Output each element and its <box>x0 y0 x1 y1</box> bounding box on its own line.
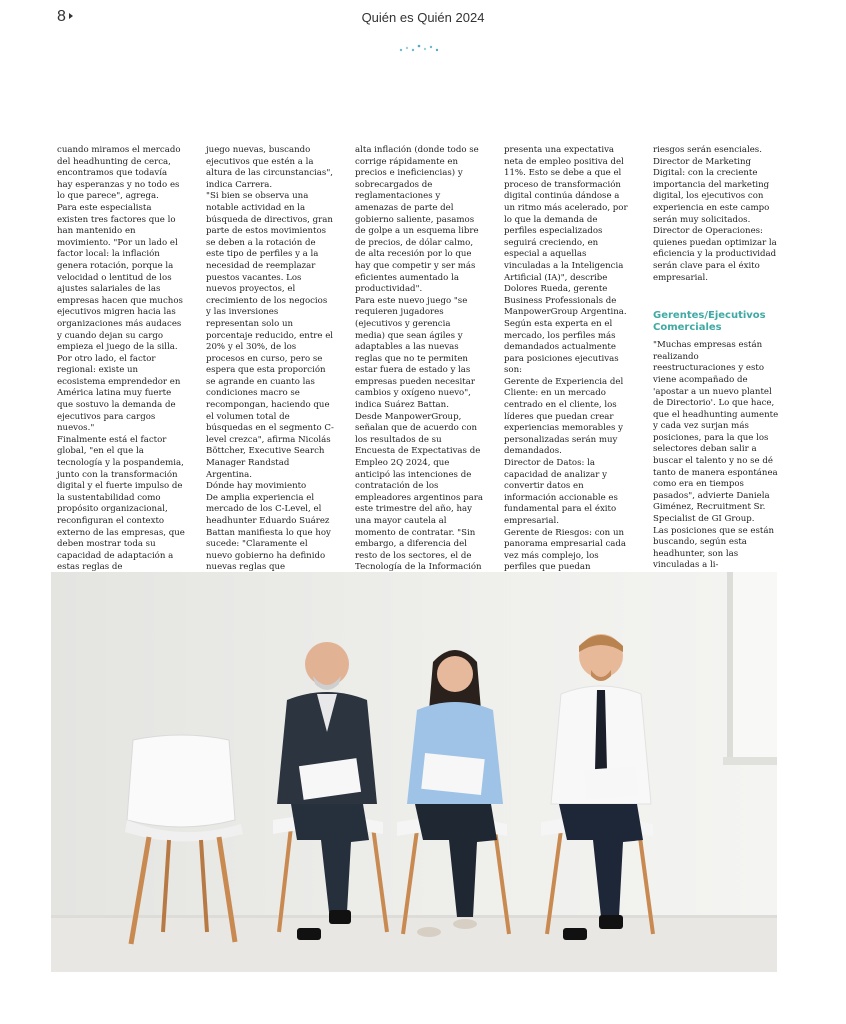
paragraph: Según esta experta en el mercado, los perfiles más demandados actualmente para posiciones ejecutivas son: <box>504 318 619 376</box>
paragraph: Las posiciones que se están buscando, según esta headhunter, son las vinculadas a li- <box>653 525 774 571</box>
paragraph: Desde ManpowerGroup, señalan que de acuerdo con los resultados de su Encuesta de Expectativas de Empleo 2Q 2024, que anticipó las intenciones de contratación de los empleadores argentinos para este trimestre del año, hay una mayor cautela al momento de contratar. "Sin embargo, a diferencia del resto de los sectores, el de Tecnología de la Información <box>355 411 483 573</box>
paragraph: De amplia experiencia el mercado de los C-Level, el headhunter Eduardo Suárez Battan manifiesta lo que hoy sucede: "Claramente el nuevo gobierno ha definido nuevas reglas que <box>206 492 331 573</box>
paragraph: Finalmente está el factor global, "en el que la tecnología y la pospandemia, junto con la transformación digital y el fuerte impulso de la sustentabilidad como propósito organizacional, reconfiguran el contexto externo de las empresas, que deben mostrar toda su capacidad de adaptación a estas reglas de <box>57 434 185 573</box>
article-column-3 <box>355 145 483 586</box>
paragraph: Gerente de Riesgos: con un panorama empresarial cada vez más complejo, los perfiles que puedan <box>504 527 627 573</box>
article-column-5 <box>653 145 781 572</box>
article-column-4 <box>504 145 632 586</box>
paragraph: Para este especialista existen tres factores que lo han mantenido en movimiento. "Por un lado el factor local: la inflación genera rotación, porque la velocidad o lentitud de los ajustes salariales de las empresas hacen que muchos ejecutivos migren hacia las organizaciones más audaces y cuando dejan su cargo empieza el juego de la silla. Por otro lado, el factor regional: existe un ecosistema emprendedor en América latina muy fuerte que sostuvo la demanda de ejecutivos para cargos nuevos." <box>57 202 183 434</box>
paragraph: cuando miramos el mercado del headhunting de cerca, encontramos que todavía hay esperanzas y no todo es lo que parece", agrega. <box>57 145 181 202</box>
section-subheading: Gerentes/Ejecutivos Comerciales <box>653 310 766 334</box>
article-column-2 <box>206 145 334 609</box>
inline-subhead: Dónde hay movimiento <box>206 481 307 492</box>
magazine-title: Quién es Quién 2024 <box>361 10 485 25</box>
article-column-1 <box>57 145 185 574</box>
paragraph: juego nuevas, buscando ejecutivos que estén a la altura de las circunstancias", indica Carrera. <box>206 145 334 190</box>
paragraph: Para este nuevo juego "se requieren jugadores (ejecutivos y gerencia media) que sean ágiles y adaptables a las nuevas reglas que no te permiten estar fuera de estado y las empresas pueden necesitar cambios y oxígeno nuevo", indica Suárez Battan. <box>355 295 475 411</box>
paragraph: Director de Datos: la capacidad de analizar y convertir datos en información accionable es fundamental para el éxito empresarial. <box>504 458 618 526</box>
paragraph: Gerente de Experiencia del Cliente: en un mercado centrado en el cliente, los líderes que puedan crear experiencias memorables y personalizadas serán muy demandados. <box>504 376 624 457</box>
paragraph: "Si bien se observa una notable actividad en la búsqueda de directivos, gran parte de estos movimientos se deben a la rotación de este tipo de perfiles y a la necesidad de reemplazar puestos vacantes. Los nuevos proyectos, el crecimiento de los negocios y las inversiones representan solo un porcentaje reducido, entre el 20% y el 30%, de los procesos en curso, pero se espera que esta proporción se agrande en cuanto las condiciones macro se recompongan, haciendo que el volumen total de búsquedas en el segmento C-level crezca", afirma Nicolás Böttcher, Executive Search Manager Randstad Argentina. <box>206 191 334 480</box>
paragraph: alta inflación (donde todo se corrige rápidamente en precios e ineficiencias) y sobrecargados de reglamentaciones y amenazas de parte del gobierno saliente, pasamos de golpe a un esquema libre de precios, de dólar calmo, de alta recesión por lo que hay que competir y ser más eficientes aumentado la productividad". <box>355 145 479 295</box>
waiting-candidates-illustration <box>51 572 777 972</box>
paragraph: presenta una expectativa neta de empleo positiva del 11%. Esto se debe a que el proceso de transformación digital continúa dándose a un ritmo más acelerado, por lo que la demanda de perfiles especializados seguirá creciendo, en especial a aquellas vinculadas a la Inteligencia Artificial (IA)", describe Dolores Rueda, gerente Business Professionals de ManpowerGroup Argentina. <box>504 145 628 318</box>
page-number: 8 <box>57 8 66 25</box>
article-photo <box>51 572 777 972</box>
paragraph: Director de Marketing Digital: con la creciente importancia del marketing digital, los ejecutivos con experiencia en este campo serán muy solicitados. <box>653 156 770 225</box>
paragraph: riesgos serán esenciales. <box>653 145 762 155</box>
paragraph: Director de Operaciones: quienes puedan optimizar la eficiencia y la productividad serán clave para el éxito empresarial. <box>653 226 777 283</box>
paragraph: "Muchas empresas están realizando reestructuraciones y esto viene acompañado de 'apostar a un nuevo plantel de Directorio'. Lo que hace, que el headhunting aumente y cada vez surjan más posiciones, para la que los selectores deban salir a buscar el talento y no se dé tanto de manera espontánea como era en tiempos pasados", advierte Daniela Giménez, Recruitment Sr. Specialist de GI Group. <box>653 340 779 525</box>
dots-ornament-icon <box>398 42 448 54</box>
